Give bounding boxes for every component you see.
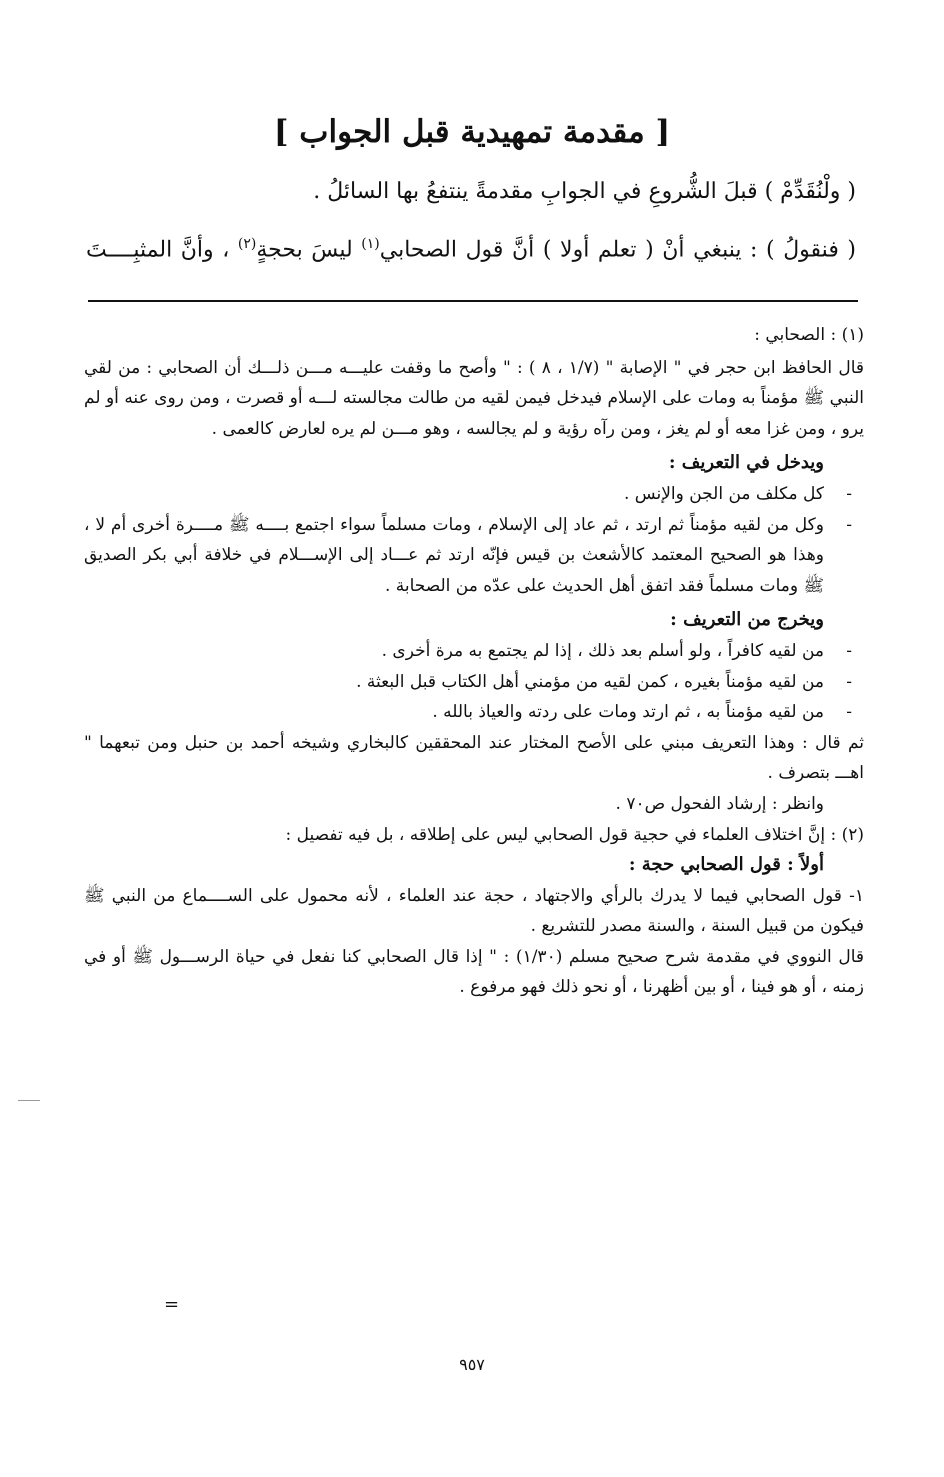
footnote-2-item-1: ١- قول الصحابي فيما لا يدرك بالرأي والاجتهاد ، حجة عند العلماء ، لأنه محمول على الســــماع من النبي ﷺ فيكون من قبيل السنة ، والسنة مصدر للتشريع . xyxy=(84,885,864,937)
footnote-ref-2[interactable]: (٢) xyxy=(237,236,257,252)
dash-bullet: - xyxy=(846,671,852,692)
dash-bullet: - xyxy=(846,702,852,723)
page-title: [ مقدمة تمهيدية قبل الجواب ] xyxy=(273,114,671,150)
excludes-item xyxy=(84,667,864,698)
footnote-1-quote: قال الحافظ ابن حجر في " الإصابة " (١/٧ ، ٨ ) : " وأصح ما وقفت عليـــه مـــن ذلـــك أن الصحابي : من لقي النبي ﷺ مؤمناً به ومات على الإسلام فيدخل فيمن لقيه من طالت مجالسته لـــه أو قصرت ، ومن روى عنه أو لم يرو ، ومن غزا معه أو لم يغز ، ومن رآه رؤية و لم يجالسه ، وهو مـــن لم يره لعارض كالعمى . xyxy=(84,357,864,439)
excludes-heading: ويخرج من التعريف : xyxy=(670,609,824,631)
main-text-segment: ( فنقولُ ) : ينبغي أنْ ( تعلم أولا ) أنَّ قول الصحابي xyxy=(379,237,856,263)
scan-margin-mark xyxy=(18,1100,40,1101)
footnotes-block xyxy=(84,320,864,1003)
excludes-item xyxy=(84,636,864,667)
footnote-2-heading: أولاً : قول الصحابي حجة : xyxy=(628,854,824,876)
main-text-line-2 xyxy=(86,224,856,270)
includes-item xyxy=(84,510,864,602)
main-text-line-1: ( ولْنُقَدِّمْ ) قبلَ الشُّروعِ في الجوابِ مقدمةً ينتفعُ بها السائلُ . xyxy=(313,179,856,204)
includes-item-text: وكل من لقيه مؤمناً ثم ارتد ، ثم عاد إلى الإسلام ، ومات مسلماً سواء اجتمع بــــه ﷺ مــــرة أخرى أم لا ، وهذا هو الصحيح المعتمد كالأشعث بن قيس فإنّه ارتد ثم عـــاد إلى الإســـلام في خلافة أبي بكر الصديق ﷺ ومات مسلماً فقد اتفق أهل الحديث على عدّه من الصحابة . xyxy=(84,514,824,596)
includes-item-text: كل مكلف من الجن والإنس . xyxy=(623,483,824,504)
excludes-item-text: من لقيه مؤمناً بغيره ، كمن لقيه من مؤمني أهل الكتاب قبل البعثة . xyxy=(356,671,824,692)
main-text-segment: ليسَ بحجةٍ xyxy=(256,237,362,263)
footnote-separator xyxy=(88,300,858,302)
dash-bullet: - xyxy=(846,640,852,661)
includes-item xyxy=(84,479,864,510)
main-text-segment: ، وأنَّ المثبِــــتَ xyxy=(86,237,238,263)
dash-bullet: - xyxy=(846,514,852,535)
footnote-1-reference: وانظر : إرشاد الفحول ص٧٠ . xyxy=(615,793,824,814)
continuation-mark: = xyxy=(164,1294,180,1315)
includes-heading: ويدخل في التعريف : xyxy=(668,452,824,474)
footnote-2-nawawi-quote: قال النووي في مقدمة شرح صحيح مسلم (١/٣٠) : " إذا قال الصحابي كنا نفعل في حياة الرســـول ﷺ أو في زمنه ، أو هو فينا ، أو بين أظهرنا ، أو نحو ذلك فهو مرفوع . xyxy=(84,946,865,998)
excludes-item-text: من لقيه مؤمناً به ، ثم ارتد ومات على ردته والعياذ بالله . xyxy=(432,702,824,723)
excludes-item-text: من لقيه كافراً ، ولو أسلم بعد ذلك ، إذا لم يجتمع به مرة أخرى . xyxy=(381,640,824,661)
footnote-1-label: (١) : الصحابي : xyxy=(754,325,864,345)
footnote-ref-1[interactable]: (١) xyxy=(361,236,380,252)
page-number: ٩٥٧ xyxy=(459,1355,485,1374)
footnote-1-conclusion: ثم قال : وهذا التعريف مبني على الأصح المختار عند المحققين كالبخاري وشيخه أحمد بن حنبل ومن تبعهما " اهـــ بتصرف . xyxy=(84,732,864,784)
excludes-item xyxy=(84,697,864,728)
dash-bullet: - xyxy=(846,483,852,504)
footnote-2-intro: (٢) : إنَّ اختلاف العلماء في حجية قول الصحابي ليس على إطلاقه ، بل فيه تفصيل : xyxy=(285,824,864,845)
